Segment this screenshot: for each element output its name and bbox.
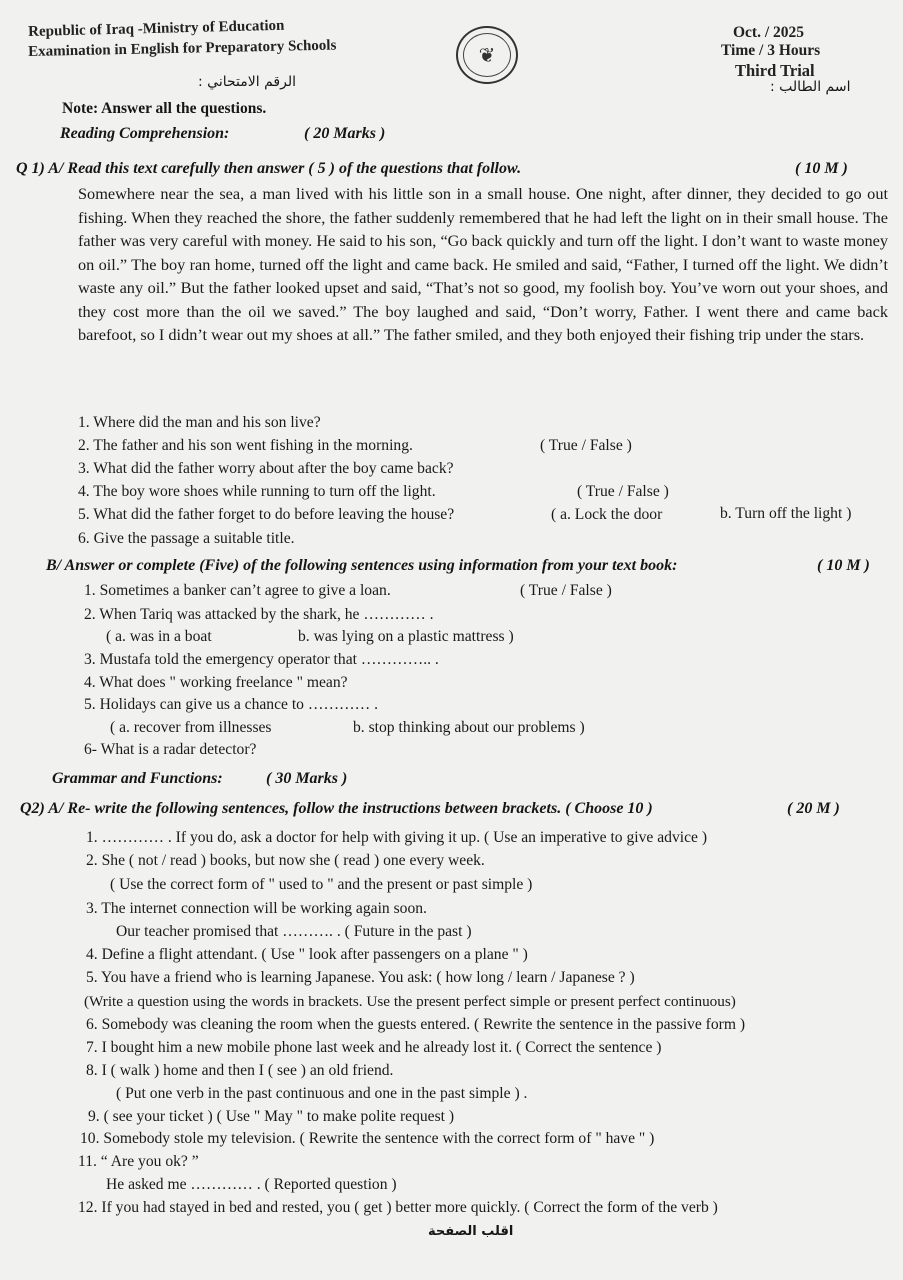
reading-section-title: Reading Comprehension: — [60, 125, 230, 142]
q1b-item-2: 2. When Tariq was attacked by the shark, he ………… . — [84, 606, 434, 623]
q1b-item-5: 5. Holidays can give us a chance to ………… . — [84, 696, 379, 713]
q2a-line-9: 9. ( see your ticket ) ( Use " May " to make polite request ) — [88, 1108, 455, 1125]
q2a-line-2-instruction: ( Use the correct form of " used to " and the present or past simple ) — [110, 876, 533, 893]
exam-title-line: Examination in English for Preparatory Schools — [28, 37, 337, 60]
q1b-item-2-option-b: b. was lying on a plastic mattress ) — [298, 628, 514, 645]
q2a-line-10: 10. Somebody stole my television. ( Rewrite the sentence with the correct form of " have " ) — [80, 1130, 655, 1147]
seal-emblem-icon: ❦ — [463, 33, 511, 77]
q2a-line-11: 11. “ Are you ok? ” — [78, 1153, 199, 1170]
q1a-question-5: 5. What did the father forget to do before leaving the house? — [78, 506, 455, 523]
q2a-line-7: 7. I bought him a new mobile phone last week and he already lost it. ( Correct the sentence ) — [86, 1039, 662, 1056]
q1b-item-4: 4. What does " working freelance " mean? — [84, 674, 348, 691]
q1a-question-4-options: ( True / False ) — [577, 483, 669, 500]
q2a-line-2: 2. She ( not / read ) books, but now she ( read ) one every week. — [86, 852, 485, 869]
reading-passage: Somewhere near the sea, a man lived with his little son in a small house. One night, after dinner, they decided to go out fishing. When they reached the shore, the father suddenly remembered that he had left the light on in their small house. The father was very careful with money. He said to his son, “Go back quickly and turn off the light. I don’t want to waste money on oil.” The boy ran home, turned off the light and came back. He smiled and said, “Father, I turned off the light. We didn’t waste any oil.” But the father looked upset and said, “That’s not so good, my foolish boy. You’ve worn out your shoes, and they cost more than the oil we saved.” The boy laughed and said, “Don’t worry, Father. I went there and came back barefoot, so I didn’t wear out my shoes at all.” The father smiled, and they both enjoyed their fishing trip under the stars. — [78, 184, 888, 344]
q1b-item-5-option-b: b. stop thinking about our problems ) — [353, 719, 585, 736]
q1b-item-1-options: ( True / False ) — [520, 582, 612, 599]
reading-section-marks: ( 20 Marks ) — [304, 125, 386, 142]
q2a-line-1: 1. ………… . If you do, ask a doctor for help with giving it up. ( Use an imperative to give advice ) — [86, 829, 708, 846]
q1b-item-6: 6- What is a radar detector? — [84, 741, 257, 758]
turn-page-footer: اقلب الصفحة — [428, 1224, 514, 1239]
q2a-line-8: 8. I ( walk ) home and then I ( see ) an old friend. — [86, 1062, 394, 1079]
q1b-marks: ( 10 M ) — [817, 557, 870, 574]
q2a-line-8-instruction: ( Put one verb in the past continuous and one in the past simple ) . — [116, 1085, 528, 1102]
grammar-section-title: Grammar and Functions: — [52, 770, 223, 787]
note-line: Note: Answer all the questions. — [62, 100, 267, 117]
q1b-item-5-option-a: ( a. recover from illnesses — [110, 719, 272, 736]
student-name-label: اسم الطالب : — [770, 79, 851, 95]
q1a-question-4: 4. The boy wore shoes while running to turn off the light. — [78, 483, 436, 500]
q1a-question-2-options: ( True / False ) — [540, 437, 632, 454]
q1a-heading: Q 1) A/ Read this text carefully then answer ( 5 ) of the questions that follow. — [16, 160, 522, 177]
q1a-question-3: 3. What did the father worry about after the boy came back? — [78, 460, 454, 477]
q1a-question-5-option-a: ( a. Lock the door — [551, 506, 663, 523]
exam-number-label: الرقم الامتحاني : — [198, 74, 296, 90]
q2a-line-6: 6. Somebody was cleaning the room when the guests entered. ( Rewrite the sentence in the passive form ) — [86, 1016, 746, 1033]
q1a-marks: ( 10 M ) — [795, 160, 848, 177]
q1a-question-1: 1. Where did the man and his son live? — [78, 414, 321, 431]
q2a-line-5-instruction: (Write a question using the words in brackets. Use the present perfect simple or present perfect continuous) — [84, 993, 736, 1010]
q2a-marks: ( 20 M ) — [787, 800, 840, 817]
q1a-question-5-option-b: b. Turn off the light ) — [720, 505, 852, 522]
q2a-line-5: 5. You have a friend who is learning Japanese. You ask: ( how long / learn / Japanese ? ) — [86, 969, 635, 986]
q1b-heading: B/ Answer or complete (Five) of the following sentences using information from your text book: — [46, 557, 678, 574]
q1a-question-2: 2. The father and his son went fishing in the morning. — [78, 437, 413, 454]
grammar-section-marks: ( 30 Marks ) — [266, 770, 348, 787]
q1b-item-2-option-a: ( a. was in a boat — [106, 628, 212, 645]
exam-date: Oct. / 2025 — [733, 24, 805, 41]
ministry-seal-icon — [456, 26, 518, 84]
q2a-line-4: 4. Define a flight attendant. ( Use " look after passengers on a plane " ) — [86, 946, 528, 963]
q2a-heading: Q2) A/ Re- write the following sentences, follow the instructions between brackets. ( Choose 10 ) — [20, 800, 653, 817]
q1b-item-1: 1. Sometimes a banker can’t agree to give a loan. — [84, 582, 391, 599]
q2a-line-11-instruction: He asked me ………… . ( Reported question ) — [106, 1176, 397, 1193]
q2a-line-3-instruction: Our teacher promised that ………. . ( Future in the past ) — [116, 923, 472, 940]
q2a-line-12: 12. If you had stayed in bed and rested, you ( get ) better more quickly. ( Correct the form of the verb ) — [78, 1199, 718, 1216]
trial-label: Third Trial — [735, 61, 815, 80]
exam-time: Time / 3 Hours — [721, 42, 821, 59]
q2a-line-3: 3. The internet connection will be working again soon. — [86, 900, 427, 917]
q1b-item-3: 3. Mustafa told the emergency operator that ………….. . — [84, 651, 439, 668]
q1a-question-6: 6. Give the passage a suitable title. — [78, 530, 295, 547]
ministry-line: Republic of Iraq -Ministry of Education — [28, 17, 285, 40]
